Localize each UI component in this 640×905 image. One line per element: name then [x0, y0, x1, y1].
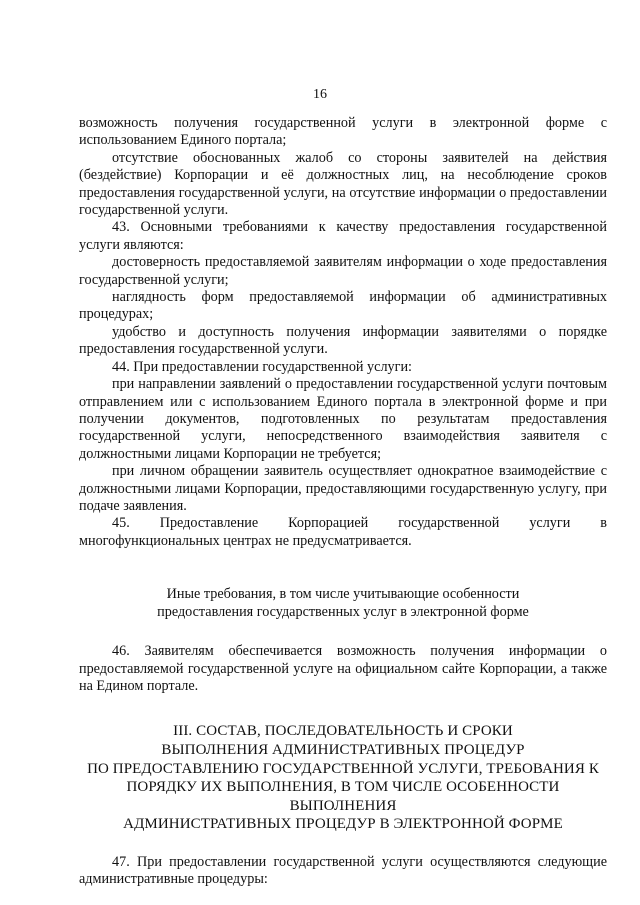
page-number: 16: [313, 87, 327, 102]
section-title-line: АДМИНИСТРАТИВНЫХ ПРОЦЕДУР В ЭЛЕКТРОННОЙ ФОРМЕ: [123, 816, 563, 833]
document-body: [79, 115, 607, 889]
paragraph-clarity: наглядность форм предоставляемой информации об административных процедурах;: [79, 289, 607, 323]
paragraph-45: 45. Предоставление Корпорацией государственной услуги в многофункциональных центрах не предусматривается.: [79, 515, 607, 549]
paragraph-convenience: удобство и доступность получения информации заявителями о порядке предоставления государственной услуги.: [79, 323, 607, 358]
section-title-line: ПО ПРЕДОСТАВЛЕНИЮ ГОСУДАРСТВЕННОЙ УСЛУГИ, ТРЕБОВАНИЯ К: [87, 760, 599, 777]
paragraph-46: 46. Заявителям обеспечивается возможность получения информации о предоставляемой государственной услуге на официальном сайте Корпорации, а также на Едином портале.: [79, 643, 607, 694]
subheading-line: Иные требования, в том числе учитывающие особенности: [166, 586, 520, 603]
paragraph-postal-submission: при направлении заявлений о предоставлении государственной услуги почтовым отправлением или с использованием Единого портала в электронной форме и при получении документов, подготовленных по результатам предоставления государственной услуги, непосредственного взаимодействия заявителя с должностными лицами Корпорации не требуется;: [79, 376, 607, 462]
section-title-line: ВЫПОЛНЕНИЯ АДМИНИСТРАТИВНЫХ ПРОЦЕДУР: [161, 741, 525, 758]
paragraph-electronic-form: возможность получения государственной услуги в электронной форме с использованием Единого портала;: [79, 115, 607, 149]
paragraph-personal-visit: при личном обращении заявитель осуществляет однократное взаимодействие с должностными лицами Корпорации, предоставляющими государственную услугу, при подаче заявления.: [79, 463, 607, 514]
section-title-iii: [79, 722, 607, 834]
paragraph-43: 43. Основными требованиями к качеству предоставления государственной услуги являются:: [79, 219, 607, 253]
paragraph-47: 47. При предоставлении государственной услуги осуществляются следующие административные процедуры:: [79, 853, 607, 888]
paragraph-no-complaints: отсутствие обоснованных жалоб со стороны заявителей на действия (бездействие) Корпорации и её должностных лиц, на несоблюдение сроков предоставления государственной услуги, на отсутствие информации о предоставлении государственной услуги.: [79, 149, 607, 219]
section-title-line: ПОРЯДКУ ИХ ВЫПОЛНЕНИЯ, В ТОМ ЧИСЛЕ ОСОБЕННОСТИ ВЫПОЛНЕНИЯ: [126, 779, 560, 814]
subheading-other-requirements: [79, 585, 607, 621]
section-title-line: III. СОСТАВ, ПОСЛЕДОВАТЕЛЬНОСТЬ И СРОКИ: [173, 723, 513, 740]
paragraph-44: 44. При предоставлении государственной услуги:: [112, 358, 412, 375]
paragraph-reliability: достоверность предоставляемой заявителям информации о ходе предоставления государственной услуги;: [79, 254, 607, 288]
subheading-line: предоставления государственных услуг в электронной форме: [157, 604, 529, 621]
